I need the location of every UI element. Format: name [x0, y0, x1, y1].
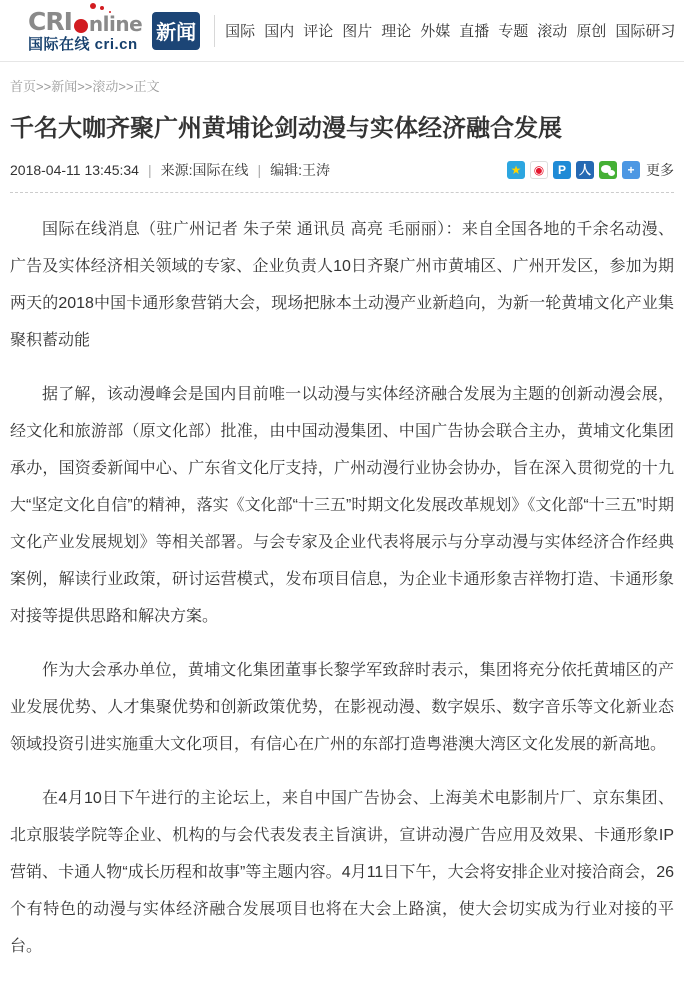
- pengyou-icon-glyph: P: [557, 163, 566, 178]
- nav-item-8[interactable]: 滚动: [537, 23, 568, 40]
- nav-item-0[interactable]: 国际: [225, 23, 256, 40]
- article-date: 2018-04-11 13:45:34: [10, 162, 139, 179]
- article-paragraph: 据了解，该动漫峰会是国内目前唯一以动漫与实体经济融合发展为主题的创新动漫会展，经文化和旅游部（原文化部）批准，由中国动漫集团、中国广告协会联合主办，黄埔文化集团承办，国资委新闻中心、广东省文化厅支持，广州动漫行业协会协办，旨在深入贯彻党的十九大“坚定文化自信”的精神，落实《文化部“十三五”时期文化发展改革规划》《文化部“十三五”时期文化产业发展规划》等相关部署。与会专家及企业代表将展示与分享动漫与实体经济合作经典案例，解读行业政策，研讨运营模式，发布项目信息，为企业卡通形象吉祥物打造、卡通形象对接等提供思路和解决方案。: [10, 386, 674, 626]
- logo-dots-icon: [90, 3, 96, 9]
- news-channel-badge[interactable]: 新闻: [152, 12, 200, 50]
- article-paragraph: 在4月10日下午进行的主论坛上，来自中国广告协会、上海美术电影制片厂、京东集团、北京服装学院等企业、机构的与会代表发表主旨演讲，宣讲动漫广告应用及效果、卡通形象IP营销、卡通人物“成长历程和故事”等主题内容。4月11日下午，大会将安排企业对接洽商会，26个有特色的动漫与实体经济融合发展项目也将在大会上路演，使大会切实成为行业对接的平台。: [10, 790, 674, 956]
- article-body: [10, 193, 674, 992]
- page-title: 千名大咖齐聚广州黄埔论剑动漫与实体经济融合发展: [10, 115, 562, 142]
- cri-online-logo[interactable]: [28, 9, 142, 52]
- wechat-icon[interactable]: [599, 161, 617, 179]
- logo-cri-text: CRI: [28, 7, 72, 36]
- logo-subtitle: 国际在线 cri.cn: [28, 36, 138, 53]
- breadcrumb-segment-1[interactable]: 新闻: [51, 79, 78, 94]
- source-value: 国际在线: [192, 162, 249, 179]
- qzone-icon-glyph: ★: [510, 163, 522, 178]
- breadcrumb-separator: >>: [36, 79, 52, 94]
- nav-item-7[interactable]: 专题: [498, 23, 529, 40]
- main-nav: [225, 20, 675, 41]
- nav-item-9[interactable]: 原创: [576, 23, 607, 40]
- breadcrumb-separator: >>: [118, 79, 134, 94]
- weibo-icon-glyph: ◉: [533, 163, 545, 178]
- breadcrumb-segment-3: 正文: [133, 79, 160, 94]
- article-meta-row: [10, 154, 674, 193]
- breadcrumb: [0, 62, 684, 99]
- share-bar: [507, 160, 674, 180]
- meta-separator: |: [147, 162, 152, 179]
- logo-wordmark: [28, 9, 142, 34]
- source-label: 来源:: [160, 162, 193, 179]
- nav-item-5[interactable]: 外媒: [420, 23, 451, 40]
- nav-item-4[interactable]: 理论: [381, 23, 412, 40]
- logo-nline-text: nline: [88, 12, 143, 36]
- more-icon[interactable]: [622, 161, 640, 179]
- article-paragraph: 作为大会承办单位，黄埔文化集团董事长黎学军致辞时表示，集团将充分依托黄埔区的产业发展优势、人才集聚优势和创新政策优势，在影视动漫、数字娱乐、数字音乐等文化新业态领域投资引进实施重大文化项目，有信心在广州的东部打造粤港澳大湾区文化发展的新高地。: [10, 662, 674, 754]
- more-icon-glyph: +: [627, 163, 635, 178]
- article-meta: [10, 160, 330, 180]
- breadcrumb-segment-0[interactable]: 首页: [10, 79, 37, 94]
- renren-icon[interactable]: [576, 161, 594, 179]
- article-paragraph: 国际在线消息（驻广州记者 朱子荣 通讯员 高亮 毛丽丽）：来自全国各地的千余名动漫、广告及实体经济相关领域的专家、企业负责人10日齐聚广州市黄埔区、广州开发区，参加为期两天的2018中国卡通形象营销大会，现场把脉本土动漫产业新趋向，为新一轮黄埔文化产业集聚积蓄动能: [10, 221, 674, 350]
- breadcrumb-separator: >>: [77, 79, 93, 94]
- renren-icon-glyph: 人: [578, 163, 591, 178]
- nav-item-3[interactable]: 图片: [342, 23, 373, 40]
- nav-item-6[interactable]: 直播: [459, 23, 490, 40]
- qzone-icon[interactable]: [507, 161, 525, 179]
- nav-item-2[interactable]: 评论: [303, 23, 334, 40]
- header-divider: [214, 15, 215, 47]
- editor-label: 编辑:: [270, 162, 303, 179]
- editor-value: 王涛: [302, 162, 331, 179]
- article: [0, 113, 684, 992]
- meta-separator: |: [257, 162, 262, 179]
- pengyou-icon[interactable]: [553, 161, 571, 179]
- nav-item-1[interactable]: 国内: [264, 23, 295, 40]
- logo-red-dot-icon: [74, 19, 88, 33]
- site-header: [0, 0, 684, 62]
- weibo-icon[interactable]: [530, 161, 548, 179]
- breadcrumb-segment-2[interactable]: 滚动: [92, 79, 119, 94]
- nav-item-10[interactable]: 国际研习: [615, 23, 676, 40]
- share-more-label[interactable]: 更多: [646, 162, 674, 179]
